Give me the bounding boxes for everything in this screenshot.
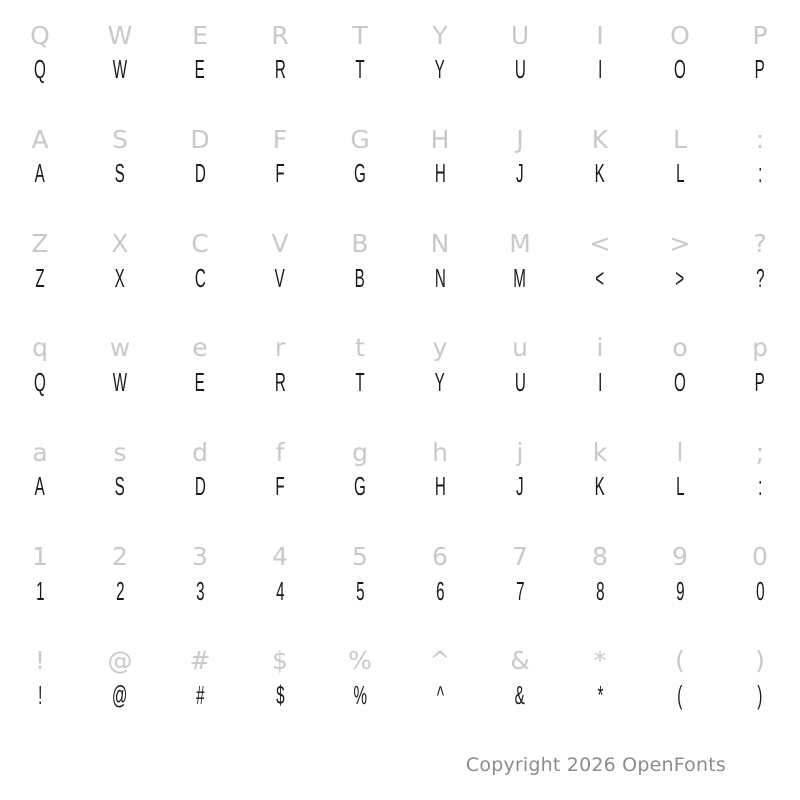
reference-glyph: q (32, 333, 48, 363)
sample-glyph: : (757, 158, 763, 188)
reference-glyph: w (109, 333, 131, 363)
sample-glyph: R (274, 54, 286, 84)
glyph-cell (80, 417, 160, 521)
sample-glyph: > (675, 262, 685, 292)
sample-glyph: X (114, 262, 126, 292)
reference-glyph: 0 (752, 542, 768, 572)
reference-glyph: ! (34, 646, 46, 676)
glyph-cell (400, 0, 480, 104)
reference-glyph: 6 (432, 542, 448, 572)
sample-glyph: < (595, 262, 605, 292)
reference-glyph: : (755, 124, 765, 154)
glyph-cell (480, 417, 560, 521)
copyright-notice: Copyright 2026 OpenFonts (465, 754, 726, 776)
reference-glyph: 1 (32, 542, 48, 572)
reference-glyph: J (516, 124, 524, 154)
sample-glyph: Q (34, 54, 46, 84)
reference-glyph: g (352, 437, 368, 467)
sample-glyph: W (112, 54, 128, 84)
sample-glyph: H (434, 158, 446, 188)
glyph-row (0, 626, 800, 730)
glyph-cell (480, 104, 560, 208)
glyph-cell (320, 104, 400, 208)
sample-glyph: 2 (115, 575, 125, 605)
sample-glyph: G (354, 158, 366, 188)
reference-glyph: E (192, 20, 208, 50)
reference-glyph: I (596, 20, 604, 50)
glyph-cell (240, 626, 320, 730)
sample-glyph: N (434, 262, 446, 292)
glyph-row (0, 209, 800, 313)
reference-glyph: ? (753, 229, 767, 259)
sample-glyph: F (275, 158, 285, 188)
glyph-cell (80, 0, 160, 104)
sample-glyph: F (275, 471, 285, 501)
reference-glyph: K (591, 124, 609, 154)
sample-glyph: 1 (35, 575, 45, 605)
reference-glyph: l (676, 437, 684, 467)
reference-glyph: 5 (352, 542, 368, 572)
glyph-cell (720, 104, 800, 208)
sample-glyph: G (354, 471, 366, 501)
reference-glyph: 8 (592, 542, 608, 572)
glyph-cell (240, 521, 320, 625)
sample-glyph: V (274, 262, 286, 292)
reference-glyph: V (271, 229, 289, 259)
glyph-cell (0, 626, 80, 730)
reference-glyph: O (670, 20, 690, 50)
glyph-cell (400, 626, 480, 730)
glyph-cell (160, 521, 240, 625)
sample-glyph: J (516, 158, 524, 188)
glyph-cell (640, 0, 720, 104)
glyph-cell (480, 626, 560, 730)
sample-glyph: 8 (595, 575, 605, 605)
reference-glyph: > (669, 229, 691, 259)
glyph-cell (0, 521, 80, 625)
glyph-cell (80, 521, 160, 625)
glyph-cell (640, 417, 720, 521)
glyph-cell (560, 0, 640, 104)
glyph-cell (560, 104, 640, 208)
reference-glyph: r (274, 333, 286, 363)
sample-glyph: D (194, 158, 206, 188)
glyph-cell (160, 104, 240, 208)
reference-glyph: 3 (192, 542, 208, 572)
glyph-cell (320, 417, 400, 521)
reference-glyph: 4 (272, 542, 288, 572)
reference-glyph: o (672, 333, 688, 363)
sample-glyph: @ (112, 679, 128, 709)
sample-glyph: U (514, 54, 526, 84)
sample-glyph: % (353, 679, 367, 709)
reference-glyph: U (510, 20, 530, 50)
sample-glyph: 4 (275, 575, 285, 605)
sample-glyph: 0 (755, 575, 765, 605)
sample-glyph: Y (434, 366, 446, 396)
glyph-cell (240, 0, 320, 104)
glyph-cell (0, 209, 80, 313)
sample-glyph: & (514, 679, 526, 709)
glyph-cell (720, 521, 800, 625)
reference-glyph: W (107, 20, 133, 50)
sample-glyph: C (194, 262, 206, 292)
glyph-cell (320, 209, 400, 313)
sample-glyph: 6 (435, 575, 445, 605)
glyph-cell (160, 626, 240, 730)
sample-glyph: : (757, 471, 763, 501)
sample-glyph: Z (35, 262, 45, 292)
reference-glyph: D (190, 124, 210, 154)
reference-glyph: T (352, 20, 368, 50)
sample-glyph: M (513, 262, 527, 292)
glyph-cell (160, 0, 240, 104)
reference-glyph: ^ (429, 646, 451, 676)
glyph-cell (240, 417, 320, 521)
reference-glyph: C (191, 229, 209, 259)
sample-glyph: Y (434, 54, 446, 84)
reference-glyph: B (351, 229, 369, 259)
reference-glyph: & (510, 646, 530, 676)
sample-glyph: A (34, 158, 46, 188)
glyph-cell (640, 626, 720, 730)
glyph-cell (320, 313, 400, 417)
glyph-row (0, 313, 800, 417)
sample-glyph: J (516, 471, 524, 501)
glyph-cell (160, 313, 240, 417)
glyph-cell (0, 104, 80, 208)
reference-glyph: Z (31, 229, 49, 259)
reference-glyph: d (192, 437, 208, 467)
glyph-cell (560, 313, 640, 417)
glyph-cell (640, 313, 720, 417)
glyph-cell (560, 521, 640, 625)
sample-glyph: L (675, 471, 685, 501)
glyph-cell (400, 104, 480, 208)
reference-glyph: i (596, 333, 604, 363)
glyph-cell (720, 417, 800, 521)
glyph-cell (720, 313, 800, 417)
glyph-cell (480, 313, 560, 417)
reference-glyph: F (272, 124, 288, 154)
glyph-cell (640, 104, 720, 208)
sample-glyph: R (274, 366, 286, 396)
reference-glyph: G (350, 124, 370, 154)
reference-glyph: ) (755, 646, 765, 676)
reference-glyph: f (275, 437, 285, 467)
glyph-cell (560, 417, 640, 521)
glyph-cell (560, 626, 640, 730)
sample-glyph: H (434, 471, 446, 501)
glyph-cell (160, 417, 240, 521)
reference-glyph: u (512, 333, 528, 363)
reference-glyph: p (752, 333, 768, 363)
reference-glyph: H (430, 124, 450, 154)
reference-glyph: 7 (512, 542, 528, 572)
reference-glyph: M (509, 229, 531, 259)
reference-glyph: A (31, 124, 49, 154)
sample-glyph: 9 (675, 575, 685, 605)
reference-glyph: # (189, 646, 211, 676)
glyph-cell (400, 417, 480, 521)
sample-glyph: 7 (515, 575, 525, 605)
sample-glyph: S (114, 158, 126, 188)
sample-glyph: U (514, 366, 526, 396)
sample-glyph: * (597, 679, 603, 709)
reference-glyph: t (355, 333, 365, 363)
reference-glyph: Q (30, 20, 50, 50)
glyph-cell (640, 209, 720, 313)
sample-glyph: ! (37, 679, 43, 709)
glyph-cell (0, 417, 80, 521)
glyph-cell (400, 313, 480, 417)
sample-glyph: Q (34, 366, 46, 396)
sample-glyph: P (754, 366, 766, 396)
glyph-cell (720, 0, 800, 104)
reference-glyph: R (271, 20, 289, 50)
reference-glyph: a (32, 437, 48, 467)
sample-glyph: T (355, 54, 365, 84)
glyph-cell (80, 626, 160, 730)
reference-glyph: X (111, 229, 129, 259)
sample-glyph: P (754, 54, 766, 84)
glyph-row (0, 104, 800, 208)
sample-glyph: I (597, 54, 603, 84)
glyph-cell (240, 104, 320, 208)
reference-glyph: y (432, 333, 448, 363)
glyph-cell (720, 209, 800, 313)
reference-glyph: e (192, 333, 208, 363)
reference-glyph: S (112, 124, 128, 154)
reference-glyph: 2 (112, 542, 128, 572)
glyph-cell (80, 313, 160, 417)
sample-glyph: # (195, 679, 205, 709)
glyph-cell (320, 521, 400, 625)
sample-glyph: A (34, 471, 46, 501)
reference-glyph: 9 (672, 542, 688, 572)
glyph-cell (240, 209, 320, 313)
sample-glyph: K (594, 471, 606, 501)
sample-glyph: $ (275, 679, 285, 709)
reference-glyph: j (516, 437, 524, 467)
glyph-cell (240, 313, 320, 417)
glyph-cell (640, 521, 720, 625)
reference-glyph: h (432, 437, 448, 467)
reference-glyph: s (113, 437, 127, 467)
sample-glyph: O (674, 54, 686, 84)
sample-glyph: 3 (195, 575, 205, 605)
reference-glyph: ( (675, 646, 685, 676)
reference-glyph: * (593, 646, 607, 676)
glyph-row (0, 521, 800, 625)
glyph-cell (480, 0, 560, 104)
sample-glyph: I (597, 366, 603, 396)
reference-glyph: < (589, 229, 611, 259)
reference-glyph: k (592, 437, 608, 467)
sample-glyph: L (675, 158, 685, 188)
sample-glyph: B (354, 262, 366, 292)
glyph-cell (320, 0, 400, 104)
sample-glyph: ( (677, 679, 683, 709)
glyph-cell (320, 626, 400, 730)
glyph-row (0, 0, 800, 104)
sample-glyph: ^ (436, 679, 444, 709)
sample-glyph: E (194, 54, 206, 84)
glyph-row (0, 417, 800, 521)
sample-glyph: W (112, 366, 128, 396)
glyph-cell (400, 521, 480, 625)
sample-glyph: ? (755, 262, 765, 292)
reference-glyph: Y (432, 20, 448, 50)
reference-glyph: @ (107, 646, 133, 676)
sample-glyph: D (194, 471, 206, 501)
sample-glyph: K (594, 158, 606, 188)
glyph-cell (400, 209, 480, 313)
glyph-cell (480, 521, 560, 625)
glyph-cell (160, 209, 240, 313)
sample-glyph: 5 (355, 575, 365, 605)
glyph-cell (0, 0, 80, 104)
reference-glyph: $ (272, 646, 288, 676)
glyph-cell (80, 104, 160, 208)
reference-glyph: L (673, 124, 687, 154)
sample-glyph: ) (757, 679, 763, 709)
glyph-cell (80, 209, 160, 313)
glyph-cell (720, 626, 800, 730)
glyph-cell (480, 209, 560, 313)
sample-glyph: S (114, 471, 126, 501)
glyph-cell (560, 209, 640, 313)
reference-glyph: N (430, 229, 450, 259)
glyph-cell (0, 313, 80, 417)
sample-glyph: O (674, 366, 686, 396)
reference-glyph: ; (755, 437, 765, 467)
reference-glyph: P (752, 20, 768, 50)
reference-glyph: % (348, 646, 372, 676)
sample-glyph: E (194, 366, 206, 396)
sample-glyph: T (355, 366, 365, 396)
